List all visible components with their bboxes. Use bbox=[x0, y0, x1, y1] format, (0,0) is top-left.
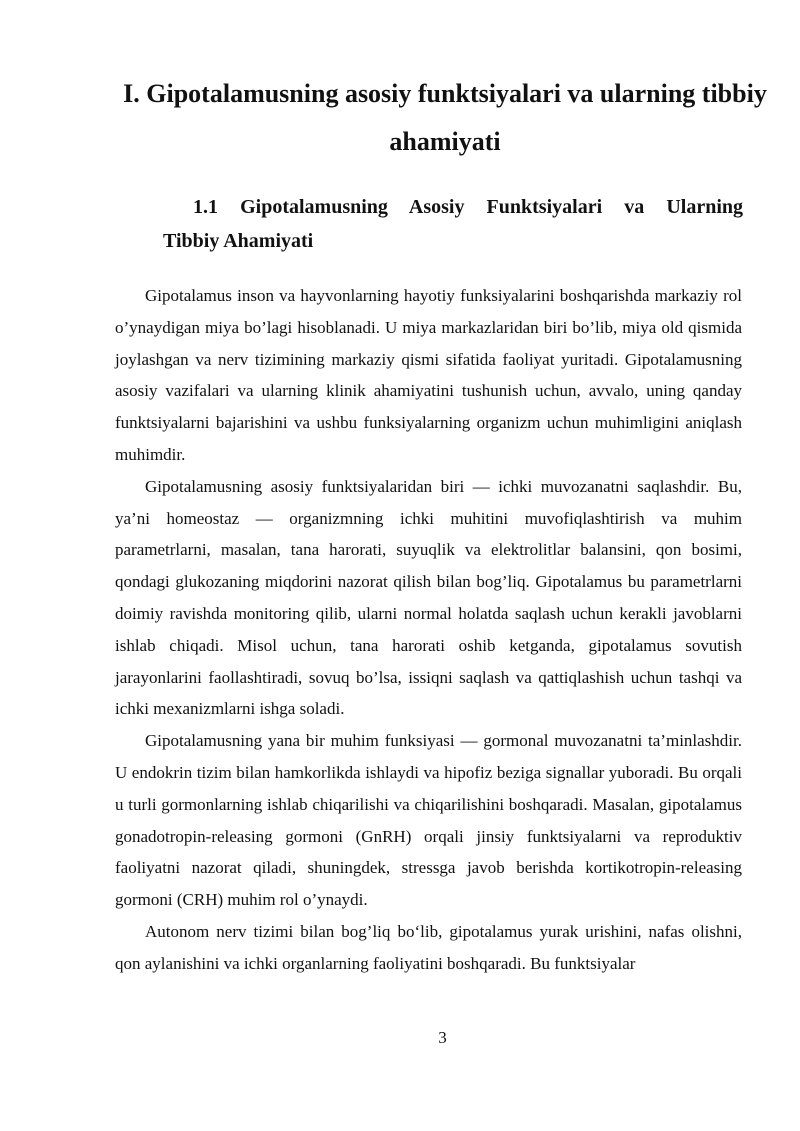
section-title-line-2: Tibbiy Ahamiyati bbox=[163, 230, 314, 252]
paragraph-3: Gipotalamusning yana bir muhim funksiyasi — gormonal muvozanatni ta’minlashdir. U endokrin tizim bilan hamkorlikda ishlaydi va hipofiz beziga signallar yuboradi. Bu orqali u turli gormonlarning ishlab chiqarilishi va chiqarilishini boshqaradi. Masalan, gipotalamus gonadotropin-releasing gormoni (GnRH) orqali jinsiy funktsiyalarni va reproduktiv faoliyatni nazorat qiladi, shuningdek, stressga javob berishda kortikotropin-releasing gormoni (CRH) muhim rol o’ynaydi. bbox=[115, 731, 742, 910]
chapter-title: I. Gipotalamusning asosiy funktsiyalari va ularning tibbiy ahamiyati bbox=[123, 79, 767, 156]
section-title-line-1: 1.1 Gipotalamusning Asosiy Funktsiyalari va Ularning bbox=[193, 196, 743, 218]
body-text bbox=[115, 280, 742, 980]
paragraph-2: Gipotalamusning asosiy funktsiyalaridan biri — ichki muvozanatni saqlashdir. Bu, ya’ni homeostaz — organizmning ichki muhitini muvofiqlashtirish va muhim parametrlarni, masalan, tana harorati, suyuqlik va elektrolitlar balansini, qon bosimi, qondagi glukozaning miqdorini nazorat qilish bilan bog’liq. Gipotalamus bu parametrlarni doimiy ravishda monitoring qilib, ularni normal holatda saqlash uchun kerakli javoblarni ishlab chiqadi. Misol uchun, tana harorati oshib ketganda, gipotalamus sovutish jarayonlarini faollashtiradi, sovuq bo’lsa, issiqni saqlash va qattiqlashish uchun tashqi va ichki mexanizmlarni ishga soladi. bbox=[115, 476, 742, 719]
section-title bbox=[163, 190, 743, 258]
paragraph-1: Gipotalamus inson va hayvonlarning hayotiy funksiyalarini boshqarishda markaziy rol o’ynaydigan miya bo’lagi hisoblanadi. U miya markazlaridan biri bo’lib, miya old qismida joylashgan va nerv tizimining markaziy qismi sifatida faoliyat yuritadi. Gipotalamusning asosiy vazifalari va ularning klinik ahamiyatini tushunish uchun, avvalo, uning qanday funktsiyalarni bajarishini va ushbu funksiyalarning organizm uchun muhimligini aniqlash muhimdir. bbox=[115, 286, 742, 464]
page-number: 3 bbox=[438, 1028, 447, 1047]
paragraph-4: Autonom nerv tizimi bilan bog’liq bo‘lib, gipotalamus yurak urishini, nafas olishni, qon aylanishini va ichki organlarning faoliyatini boshqaradi. Bu funktsiyalar bbox=[115, 921, 742, 973]
